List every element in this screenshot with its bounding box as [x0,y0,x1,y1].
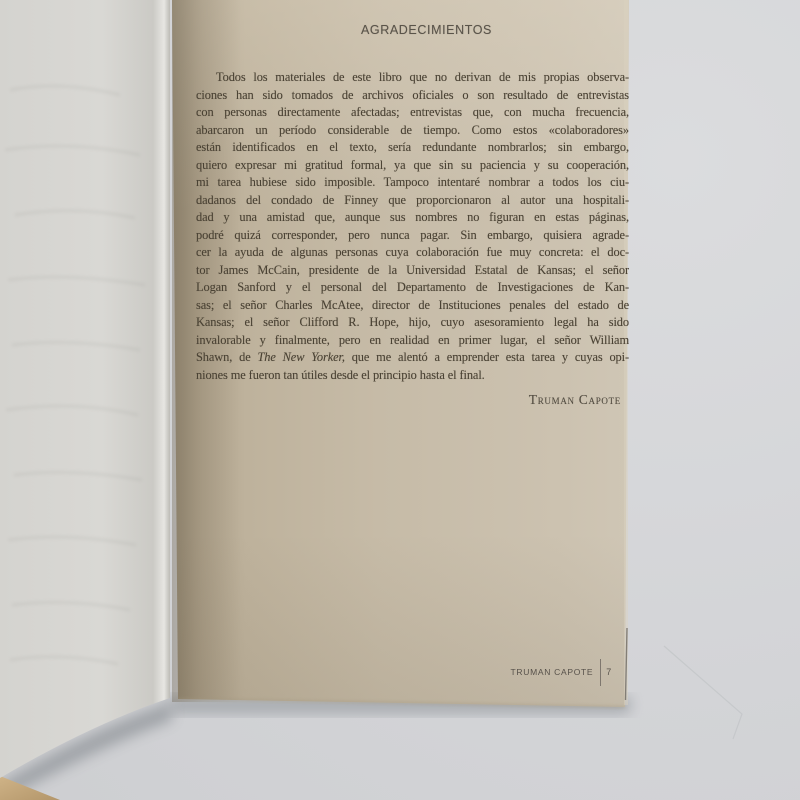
body-line: niones me fueron tan útiles desde el principio hasta el final. [196,367,485,382]
footer-divider [600,659,601,686]
body-line: abarcaron un período considerable de tiempo. Como estos «colaboradores» [196,122,629,137]
body-line: dad y una amistad que, aunque sus nombres no figuran en estas páginas, [196,210,629,224]
body-line: con personas directamente afectadas; entrevistas que, con mucha frecuencia, [196,105,629,119]
body-line: Kansas; el señor Clifford R. Hope, hijo, cuyo asesoramiento legal ha sido [196,315,629,329]
page-number: 7 [606,667,612,677]
body-line: dadanos del condado de Finney que proporcionaron al autor una hospitali- [196,192,629,207]
body-line: cer la ayuda de algunas personas cuya colaboración fue muy concreta: el doc- [196,245,629,259]
body-line: están identificados en el texto, sería redundante nombrarlos; sin embargo, [196,140,629,154]
running-footer [196,658,612,686]
body-line: tor James McCain, presidente de la Universidad Estatal de Kansas; el señor [196,262,629,277]
body-line: Todos los materiales de este libro que no derivan de mis propias observa- [216,70,629,84]
body-line: mi tarea hubiese sido imposible. Tampoco intentaré nombrar a todos los ciu- [196,175,629,189]
body-line: Logan Sanford y el personal del Departamento de Investigaciones de Kan- [196,280,629,294]
footer-author: TRUMAN CAPOTE [510,667,594,677]
author-signature: Truman Capote [528,392,621,407]
body-paragraph [196,69,629,384]
body-line: Shawn, de The New Yorker, que me alentó a emprender esta tarea y cuyas opi- [196,350,629,364]
body-line: podré quizá corresponder, pero nunca pagar. Sin embargo, quisiera agrade- [196,227,629,242]
chapter-title: AGRADECIMIENTOS [360,23,492,37]
body-line: ciones han sido tomados de archivos oficiales o son resultado de entrevistas [196,87,629,102]
body-line: sas; el señor Charles McAtee, director de Instituciones penales del estado de [196,297,629,312]
body-line: invalorable y finalmente, pero en realidad en primer lugar, el señor William [196,332,629,347]
body-line: quiero expresar mi gratitud formal, ya que sin su paciencia y su cooperación, [196,157,629,172]
